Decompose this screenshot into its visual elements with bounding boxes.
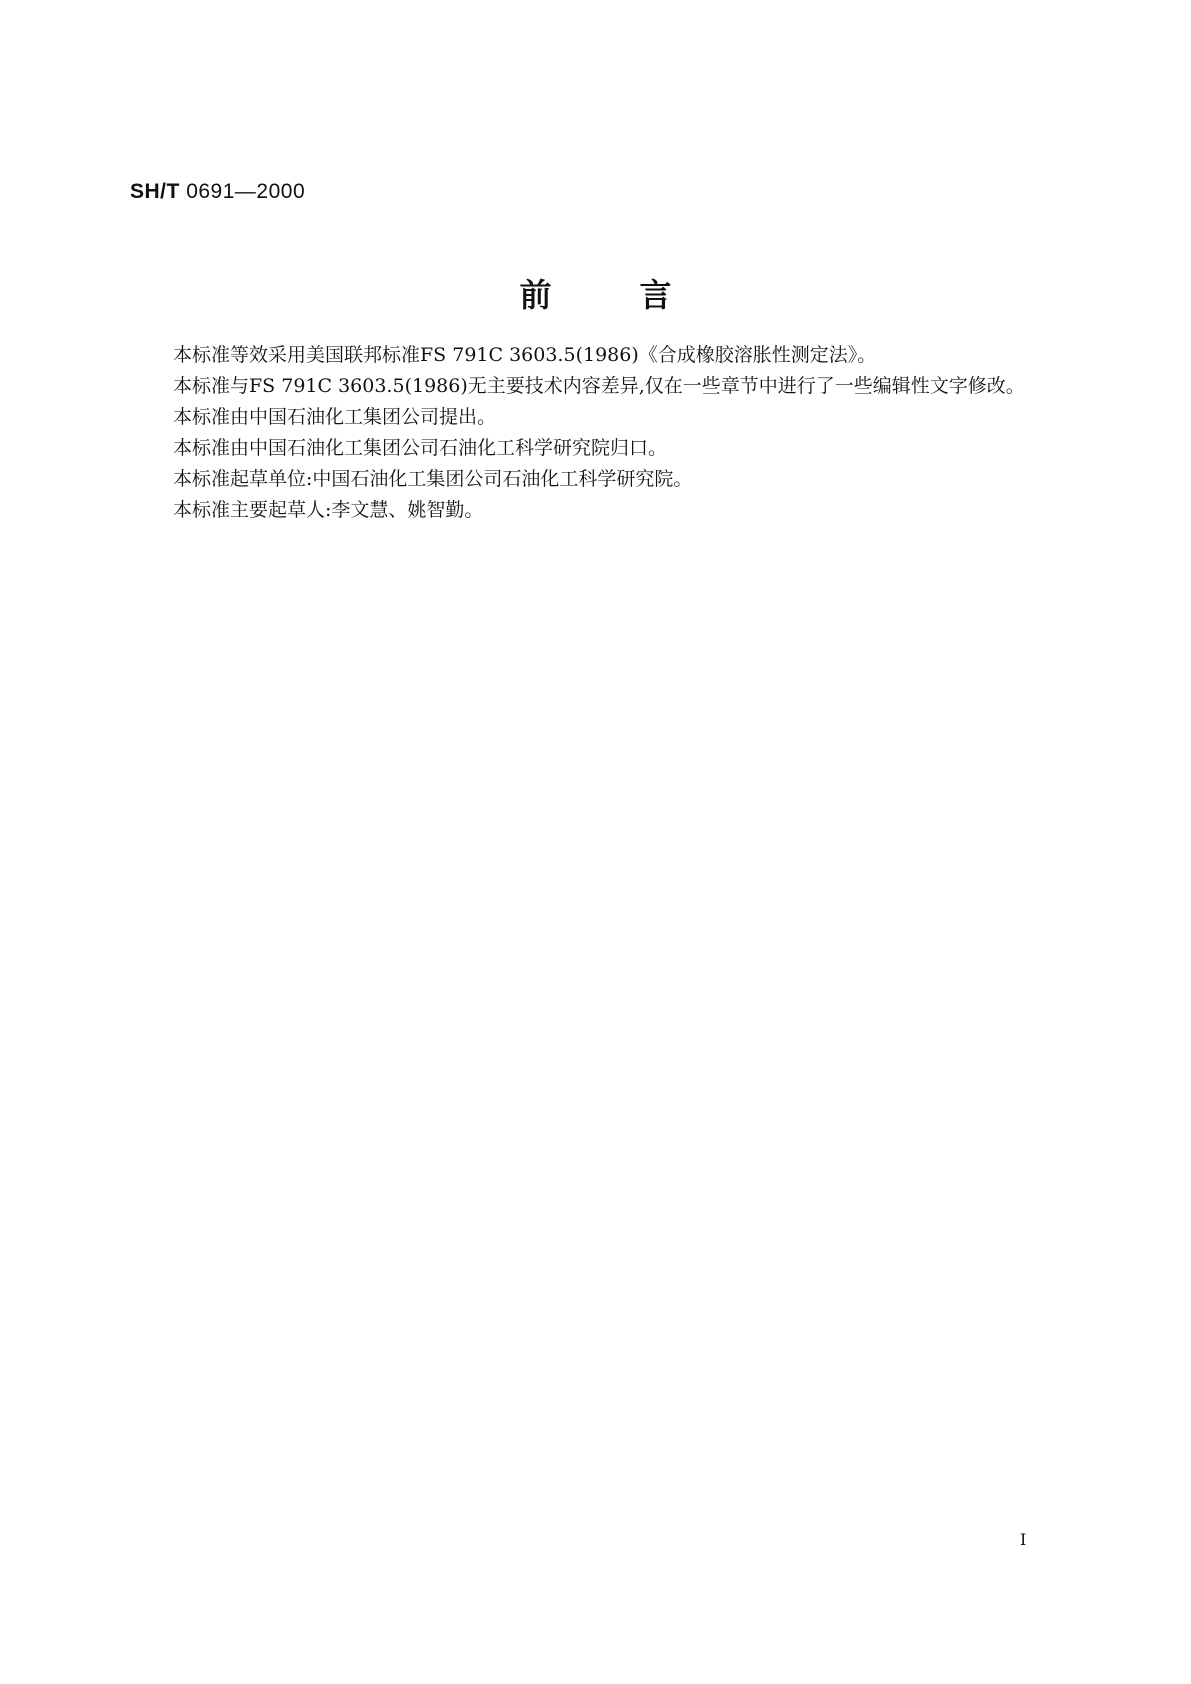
page-title: 前言	[519, 276, 760, 314]
standard-code	[130, 180, 305, 204]
page-number: I	[1020, 1530, 1027, 1549]
paragraph-differences: 本标准与FS 791C 3603.5(1986)无主要技术内容差异,仅在一些章节中进行了一些编辑性文字修改。	[173, 375, 1025, 397]
standard-code-prefix: SH/T	[130, 180, 180, 203]
foreword-body	[130, 340, 1062, 526]
standard-code-number: 0691—2000	[186, 180, 306, 203]
paragraph-adoption: 本标准等效采用美国联邦标准FS 791C 3603.5(1986)《合成橡胶溶胀性测定法》。	[173, 344, 877, 366]
paragraph-drafting-unit: 本标准起草单位:中国石油化工集团公司石油化工科学研究院。	[173, 468, 693, 490]
paragraph-centralized-unit: 本标准由中国石油化工集团公司石油化工科学研究院归口。	[173, 437, 668, 459]
paragraph-drafters: 本标准主要起草人:李文慧、姚智勤。	[173, 499, 484, 521]
paragraph-proposer: 本标准由中国石油化工集团公司提出。	[173, 406, 497, 428]
